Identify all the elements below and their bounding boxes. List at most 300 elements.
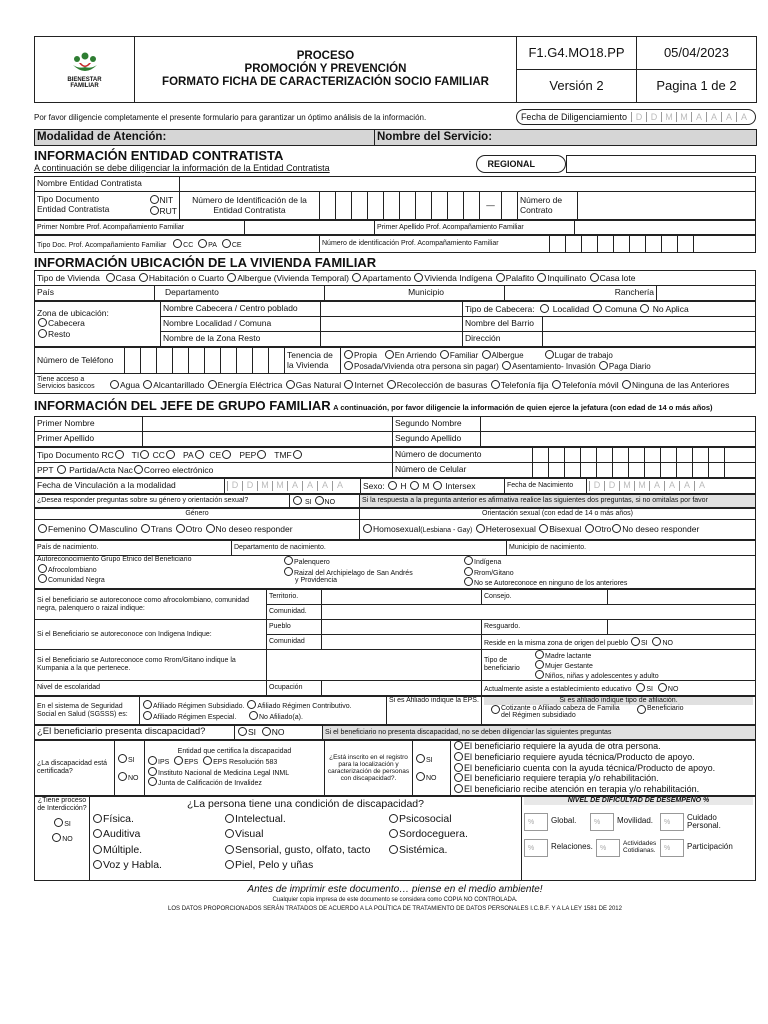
form-cell[interactable] [269, 348, 285, 374]
form-cell[interactable]: Tipo de beneficiario Madre lactante Mujer Gestante Niños, niñas y adolescentes y adulto [482, 650, 756, 681]
option-radio[interactable] [176, 524, 185, 533]
option-radio[interactable] [593, 304, 602, 313]
form-cell[interactable]: Homosexual(Lesbiana - Gay) Heterosexual Bisexual Otro No deseo responder [360, 520, 756, 540]
form-cell[interactable] [677, 448, 693, 463]
nit-radio[interactable] [150, 195, 159, 204]
option-radio[interactable] [262, 727, 271, 736]
option-radio[interactable] [225, 845, 234, 854]
option-radio[interactable] [118, 754, 127, 763]
form-cell[interactable]: SI NO [235, 726, 323, 740]
option-radio[interactable] [491, 380, 500, 389]
zona-table [34, 301, 756, 347]
zona-ubicacion: Zona de ubicación: Cabecera Resto [35, 302, 161, 347]
form-cell[interactable] [582, 236, 598, 253]
option-radio[interactable] [433, 481, 442, 490]
form-cell[interactable]: Si es afiliado indique tipo de afiliación. Cotizante o Afiliado cabeza de Familia del Régimen subsidiado Beneficiario [482, 697, 756, 725]
brand-line1: BIENESTAR [67, 76, 102, 83]
form-cell[interactable] [725, 448, 756, 463]
entidad-table [34, 176, 756, 220]
form-cell[interactable]: El beneficiario requiere la ayuda de otra persona. El beneficiario requiere ayuda técnica/Producto de apoyo. El beneficiario cuenta con la ayuda técnica/Producto de apoyo. El beneficiario requiere terapia y/o rehabilitación. El beneficiario recibe atención en terapia y/o rehabilitación. [451, 741, 756, 796]
nacimiento-table [34, 540, 756, 589]
field-label: En el sistema de Seguridad Social en Salud (SGSSS) es: [35, 697, 140, 725]
form-cell[interactable] [481, 417, 756, 432]
form-cell[interactable] [549, 448, 565, 463]
option-radio[interactable] [389, 845, 398, 854]
document-title: PROCESO PROMOCIÓN Y PREVENCIÓN FORMATO FICHA DE CARACTERIZACIÓN SOCIO FAMILIAR [135, 37, 517, 103]
fecha-diligenciamiento[interactable]: Fecha de Diligenciamiento D D M M A A A A [516, 109, 756, 125]
option-radio[interactable] [599, 361, 608, 370]
form-cell[interactable] [543, 317, 756, 332]
option-radio[interactable] [93, 860, 102, 869]
option-radio[interactable] [502, 361, 511, 370]
option-radio[interactable] [344, 361, 353, 370]
form-cell[interactable] [549, 463, 565, 478]
option-radio[interactable] [106, 273, 115, 282]
form-cell[interactable] [157, 348, 173, 374]
field-label: Municipio de nacimiento. [507, 541, 756, 556]
option-radio[interactable] [416, 772, 425, 781]
option-radio[interactable] [118, 772, 127, 781]
option-radio[interactable] [140, 450, 149, 459]
form-cell[interactable] [322, 681, 482, 696]
servicio-label[interactable]: Nombre del Servicio: [375, 130, 757, 146]
option-radio[interactable] [545, 350, 554, 359]
form-cell[interactable] [143, 432, 393, 447]
option-radio[interactable] [535, 650, 544, 659]
form-cell[interactable] [189, 348, 205, 374]
rut-radio[interactable] [150, 206, 159, 215]
option-radio[interactable] [454, 763, 463, 772]
option-radio[interactable] [476, 524, 485, 533]
form-cell[interactable] [141, 348, 157, 374]
form-cell[interactable] [661, 448, 677, 463]
doc-code: F1.G4.MO18.PP [517, 37, 637, 70]
form-cell[interactable] [565, 463, 581, 478]
field-label: Ocupación [267, 681, 322, 696]
field-label: Departamento de nacimiento. [232, 541, 507, 556]
form-cell[interactable] [464, 192, 480, 220]
option-radio[interactable] [590, 273, 599, 282]
form-cell[interactable] [645, 448, 661, 463]
section-vivienda-title: INFORMACIÓN UBICACIÓN DE LA VIVIENDA FAMILIAR [34, 255, 377, 270]
option-radio[interactable] [38, 574, 47, 583]
form-cell[interactable] [550, 236, 566, 253]
form-cell[interactable] [725, 463, 756, 478]
field-label: Si es Afiliado indique la EPS. [387, 697, 482, 725]
num-id-entidad-label: Número de Identificación de la Entidad Contratista [180, 192, 320, 220]
form-cell[interactable] [221, 348, 237, 374]
field-label: Número de documento [393, 448, 533, 463]
prof-nombre-field[interactable] [245, 221, 375, 235]
option-radio[interactable] [535, 670, 544, 679]
nombre-entidad-label: Nombre Entidad Contratista [35, 177, 180, 192]
form-cell[interactable] [677, 463, 693, 478]
option-radio[interactable] [612, 524, 621, 533]
option-radio[interactable] [344, 380, 353, 389]
nombre-entidad-field[interactable] [180, 177, 756, 192]
form-cell[interactable] [614, 236, 630, 253]
option-radio[interactable] [225, 814, 234, 823]
section-entidad-subtitle: A continuación se debe diligenciar la información de la Entidad Contratista [34, 163, 330, 173]
prof-apellido-label: Primer Apellido Prof. Acompañamiento Familiar [375, 221, 575, 235]
form-cell[interactable] [321, 332, 463, 347]
option-radio[interactable] [344, 350, 353, 359]
field-label: Género [35, 509, 360, 520]
option-radio[interactable] [540, 304, 549, 313]
field-label: Segundo Nombre [393, 417, 481, 432]
option-radio[interactable] [552, 380, 561, 389]
form-cell[interactable] [613, 448, 629, 463]
option-radio[interactable] [631, 637, 640, 646]
form-cell[interactable]: SI NO [290, 495, 360, 508]
field-label: Primer Apellido [35, 432, 143, 447]
field-label: Número de Teléfono [35, 348, 125, 374]
field-label: ¿La discapacidad está certificada? [35, 741, 115, 796]
option-radio[interactable] [385, 350, 394, 359]
option-radio[interactable] [410, 481, 419, 490]
field-label: Si la respuesta a la pregunta anterior es afirmativa realice las siguientes dos preguntas, si no omitalas por favor [360, 495, 756, 508]
form-cell[interactable] [448, 192, 464, 220]
discapacidad-table [34, 725, 756, 740]
form-cell[interactable] [629, 448, 645, 463]
field-label: Si el beneficiario no presenta discapacidad, no se deben diligenciar las siguientes preguntas [323, 726, 756, 740]
form-cell: Tipo Documento RC TI CC PA CE PEP TMF [35, 448, 393, 463]
option-radio[interactable] [637, 705, 646, 714]
form-cell[interactable] [645, 463, 661, 478]
option-radio[interactable] [110, 380, 119, 389]
footer-line3: LOS DATOS PROPORCIONADOS SERÁN TRATADOS DE ACUERDO A LA POLÍTICA DE TRATAMIENTO DE DATOS PERSONALES I.C.B.F. Y A LA LEY 1581 DE 2012 [168, 906, 622, 913]
telefono-table [34, 347, 756, 394]
rancheria-label: Ranchería [505, 286, 657, 301]
option-radio[interactable] [134, 465, 143, 474]
option-radio[interactable] [315, 496, 324, 505]
field-label: Si el beneficiario se autoreconoce como afrocolombiano, comunidad negra, palenquero o raizal indique: [35, 590, 267, 620]
form-cell[interactable] [693, 448, 709, 463]
option-radio[interactable] [464, 577, 473, 586]
field-label: Fecha de Vinculación a la modalidad [35, 479, 225, 494]
option-radio[interactable] [257, 450, 266, 459]
option-radio[interactable] [93, 845, 102, 854]
form-cell[interactable] [173, 348, 189, 374]
option-radio[interactable] [585, 524, 594, 533]
field-label: ¿Está inscrito en el registro para la localización y caracterización de personas con discapacidad?. [325, 741, 413, 796]
option-radio[interactable] [148, 777, 157, 786]
option-radio[interactable] [115, 450, 124, 459]
doc-version: Versión 2 [517, 70, 637, 103]
option-radio[interactable] [363, 524, 372, 533]
form-cell[interactable] [267, 650, 482, 681]
genero-orient [34, 508, 756, 540]
form-cell[interactable] [678, 236, 694, 253]
field-label: Nombre Cabecera / Centro poblado [161, 302, 321, 317]
form-cell[interactable] [533, 463, 549, 478]
option-radio[interactable] [225, 860, 234, 869]
form-cell[interactable]: Femenino Masculino Trans Otro No deseo responder [35, 520, 360, 540]
field-label: Orientación sexual (con edad de 14 o más años) [360, 509, 756, 520]
form-cell[interactable] [322, 605, 756, 620]
form-page [34, 36, 756, 912]
form-cell[interactable] [608, 590, 756, 605]
form-cell[interactable] [322, 620, 482, 635]
genero-table [34, 494, 756, 508]
option-radio[interactable] [454, 773, 463, 782]
field-label: Segundo Apellido [393, 432, 481, 447]
option-radio[interactable] [622, 380, 631, 389]
option-radio[interactable] [640, 304, 649, 313]
form-cell[interactable] [597, 463, 613, 478]
prof-tipo-doc: Tipo Doc. Prof. Acompañamiento Familiar CC PA CE [35, 236, 320, 253]
option-radio[interactable] [141, 524, 150, 533]
form-cell[interactable]: Afiliado Régimen Subsidiado. Afiliado Régimen Contributivo. Afiliado Régimen Especial. No Afiliado(a). [140, 697, 387, 725]
option-radio[interactable] [496, 273, 505, 282]
form-cell[interactable] [321, 302, 463, 317]
option-radio[interactable] [539, 524, 548, 533]
form-cell[interactable]: NIVEL DE DIFICULTAD DE DESEMPEÑO % % Global. % Movilidad. % Cuidado Personal. % Relaciones. % Actividades Cotidianas. % Participación [522, 797, 756, 881]
vivienda-table [34, 270, 756, 301]
option-radio[interactable] [203, 756, 212, 765]
option-radio[interactable] [387, 380, 396, 389]
option-radio[interactable] [352, 273, 361, 282]
option-radio[interactable] [54, 818, 63, 827]
doc-date: 05/04/2023 [637, 37, 757, 70]
form-cell[interactable] [352, 192, 368, 220]
option-radio[interactable] [440, 350, 449, 359]
form-cell[interactable]: D D M M A A A A [225, 479, 361, 494]
footer-line1: Antes de imprimir este documento… piense en el medio ambiente! [247, 884, 543, 896]
option-radio[interactable] [166, 450, 175, 459]
form-cell[interactable] [481, 432, 756, 447]
field-label: Territorio. [267, 590, 322, 605]
form-cell[interactable] [629, 463, 645, 478]
pais-label: País [35, 286, 155, 301]
jefe-fechas [34, 478, 756, 494]
modalidad-row [34, 129, 757, 146]
field-label: Nombre de la Zona Resto [161, 332, 321, 347]
option-radio[interactable] [143, 380, 152, 389]
form-cell[interactable] [384, 192, 400, 220]
form-cell[interactable] [581, 448, 597, 463]
form-cell: Tipo de Cabecera: Localidad Comuna No Aplica [463, 302, 756, 317]
pa-radio[interactable] [198, 239, 207, 248]
field-label: Primer Nombre [35, 417, 143, 432]
option-radio[interactable] [464, 567, 473, 576]
form-cell[interactable] [597, 448, 613, 463]
form-cell[interactable] [608, 620, 756, 635]
option-radio[interactable] [225, 829, 234, 838]
form-cell[interactable]: ¿Tiene proceso de Interdicción? SI NO [35, 797, 90, 881]
option-radio[interactable] [293, 496, 302, 505]
option-radio[interactable] [143, 711, 152, 720]
form-cell[interactable]: — [480, 192, 502, 220]
option-radio[interactable] [227, 273, 236, 282]
regional-label: REGIONAL [476, 155, 566, 173]
option-radio[interactable] [238, 727, 247, 736]
tipo-doc-entidad: Tipo Documento Entidad Contratista NIT RUT [35, 192, 180, 220]
condicion-table [34, 796, 756, 881]
option-radio[interactable] [148, 767, 157, 776]
option-radio[interactable] [222, 450, 231, 459]
prof-doc-table [34, 235, 756, 253]
option-radio[interactable] [52, 833, 61, 842]
option-radio[interactable] [537, 273, 546, 282]
form-cell[interactable] [321, 317, 463, 332]
doc-page: Pagina 1 de 2 [637, 70, 757, 103]
form-cell[interactable] [432, 192, 448, 220]
option-radio[interactable] [535, 660, 544, 669]
form-cell[interactable]: SI NO [413, 741, 451, 796]
option-radio[interactable] [652, 637, 661, 646]
field-label: Tenencia de la Vivienda [285, 348, 341, 374]
certif-table [34, 740, 756, 796]
form-cell[interactable] [565, 448, 581, 463]
field-label: Consejo. [482, 590, 608, 605]
option-radio[interactable] [389, 829, 398, 838]
tenencia-options: Propia En Arriendo Familiar Albergue Lugar de trabajo Posada/Vivienda otra persona sin pagar) Asentamiento- Invasión Paga Diario [341, 348, 756, 374]
form-cell[interactable] [336, 192, 352, 220]
option-radio[interactable] [174, 756, 183, 765]
form-cell[interactable] [143, 417, 393, 432]
option-radio[interactable] [454, 741, 463, 750]
form-cell[interactable] [662, 236, 678, 253]
form-cell[interactable] [630, 236, 646, 253]
jefe-nombres [34, 416, 756, 447]
option-radio[interactable] [388, 481, 397, 490]
resto-radio[interactable] [38, 329, 47, 338]
form-cell[interactable] [581, 463, 597, 478]
servicios-row: Tiene acceso a Servicios basiccos Agua Alcantarillado Energía Eléctrica Gas Natural Internet Recolección de basuras Telefonía fija Telefonía móvil Ninguna de las Anteriores [35, 374, 756, 394]
form-cell[interactable] [543, 332, 756, 347]
field-label: Fecha de Nacimiento [505, 479, 587, 494]
brand-line2: FAMILIAR [70, 82, 99, 89]
section-entidad-title: INFORMACIÓN ENTIDAD CONTRATISTA [34, 148, 284, 163]
date-placeholder[interactable]: D D M M A A A A [631, 112, 751, 122]
icbf-logo-icon [69, 51, 101, 77]
ce-radio[interactable] [222, 239, 231, 248]
form-cell[interactable] [709, 463, 725, 478]
form-cell[interactable] [368, 192, 384, 220]
modalidad-label: Modalidad de Atención: [35, 130, 375, 146]
form-cell[interactable]: ¿La persona tiene una condición de discapacidad? Física. Auditiva Múltiple. Voz y Habla. Intelectual. Visual Sensorial, gusto, olfato, tacto Piel, Pelo y uñas Psicosocial Sordoceguera. Sistémica. [90, 797, 522, 881]
cabecera-radio[interactable] [38, 318, 47, 327]
field-label: Resguardo. [482, 620, 608, 635]
option-radio[interactable] [389, 814, 398, 823]
etnico-row: Autoreconocimiento Grupo Étnico del Beneficiario Afrocolombiano Comunidad Negra Palenquero Raizal del Archipielago de San Andrés y Providencia Indígena Rrom/Gitano No se Autoreconoce en ninguno de los anteriores [35, 556, 756, 589]
form-cell[interactable]: D D M M A A A A [587, 479, 756, 494]
prof-numid-label: Número de identificación Prof. Acompañamiento Familiar [320, 236, 550, 253]
field-label: Si el Beneficiario se autoreconoce con Indigena Indique: [35, 620, 267, 650]
form-cell[interactable] [533, 448, 549, 463]
form-cell[interactable] [322, 590, 482, 605]
prof-table [34, 220, 756, 235]
option-radio[interactable] [284, 556, 293, 565]
field-label: Si el Beneficiario se Autoreconoce como Rrom/Gitano indique la Kumpania a la que pertenece. [35, 650, 267, 681]
form-cell[interactable] [598, 236, 614, 253]
form-cell[interactable] [400, 192, 416, 220]
form-cell[interactable]: Actualmente asiste a establecimiento educativo SI NO [482, 681, 756, 696]
field-label: Nombre Localidad / Comuna [161, 317, 321, 332]
form-cell[interactable]: SI NO [115, 741, 145, 796]
option-radio[interactable] [293, 450, 302, 459]
form-cell[interactable]: Entidad que certifica la discapacidad IPS EPS EPS Resolución 583 Instituto Nacional de Medicina Legal INML Junta de Calificación de Invalidez [145, 741, 325, 796]
form-cell[interactable] [320, 192, 336, 220]
prof-apellido-field[interactable] [575, 221, 756, 235]
form-cell[interactable] [205, 348, 221, 374]
cc-radio[interactable] [173, 239, 182, 248]
option-radio[interactable] [57, 465, 66, 474]
prof-nombre-label: Primer Nombre Prof. Acompañamiento Familiar [35, 221, 245, 235]
field-label: Comunidad. [267, 605, 322, 620]
num-contrato-label: Número de Contrato [518, 192, 578, 220]
form-cell[interactable] [237, 348, 253, 374]
form-cell[interactable] [646, 236, 662, 253]
form-cell[interactable] [693, 463, 709, 478]
form-cell[interactable] [661, 463, 677, 478]
form-cell[interactable] [125, 348, 141, 374]
field-label: Dirección [463, 332, 543, 347]
option-radio[interactable] [139, 273, 148, 282]
option-radio[interactable] [286, 380, 295, 389]
option-radio[interactable] [491, 705, 500, 714]
form-cell: PPT Partida/Acta Nac Correo electrónico [35, 463, 393, 478]
option-radio[interactable] [658, 683, 667, 692]
num-contrato-field[interactable] [578, 192, 756, 220]
document-header [34, 36, 757, 103]
form-cell[interactable]: Sexo: H M Intersex [361, 479, 505, 494]
form-cell[interactable] [657, 286, 756, 301]
form-cell[interactable] [613, 463, 629, 478]
option-radio[interactable] [206, 524, 215, 533]
field-label: Pueblo [267, 620, 322, 635]
option-radio[interactable] [416, 754, 425, 763]
option-radio[interactable] [143, 700, 152, 709]
intro-text: Por favor diligencie completamente el presente formulario para garantizar un óptimo análisis de la información. [34, 112, 427, 122]
option-radio[interactable] [148, 756, 157, 765]
option-radio[interactable] [38, 564, 47, 573]
option-radio[interactable] [93, 829, 102, 838]
field-label: ¿El beneficiario presenta discapacidad? [35, 726, 235, 740]
option-radio[interactable] [195, 450, 204, 459]
option-radio[interactable] [89, 524, 98, 533]
field-label: Comunidad [267, 635, 322, 650]
option-radio[interactable] [464, 556, 473, 565]
depto-label: Departamento [155, 286, 325, 301]
option-radio[interactable] [247, 700, 256, 709]
option-radio[interactable] [38, 524, 47, 533]
form-cell[interactable] [253, 348, 269, 374]
option-radio[interactable] [636, 683, 645, 692]
form-cell[interactable] [322, 635, 482, 650]
form-cell[interactable]: Reside en la misma zona de origen del pueblo SI NO [482, 635, 756, 650]
form-cell[interactable] [502, 192, 518, 220]
form-cell[interactable] [566, 236, 582, 253]
form-cell[interactable] [694, 236, 756, 253]
footer-line2: Cualquier copia impresa de este documento se considera como COPIA NO CONTROLADA. [272, 897, 518, 904]
option-radio[interactable] [454, 784, 463, 793]
form-cell[interactable] [416, 192, 432, 220]
jefe-doc [34, 447, 756, 478]
option-radio[interactable] [249, 711, 258, 720]
option-radio[interactable] [482, 350, 491, 359]
option-radio[interactable] [208, 380, 217, 389]
option-radio[interactable] [93, 814, 102, 823]
field-label: Nivel de escolaridad [35, 681, 267, 696]
regional-field[interactable] [566, 155, 756, 173]
option-radio[interactable] [284, 567, 293, 576]
option-radio[interactable] [454, 752, 463, 761]
form-cell[interactable] [709, 448, 725, 463]
option-radio[interactable] [414, 273, 423, 282]
field-label: País de nacimiento. [35, 541, 232, 556]
